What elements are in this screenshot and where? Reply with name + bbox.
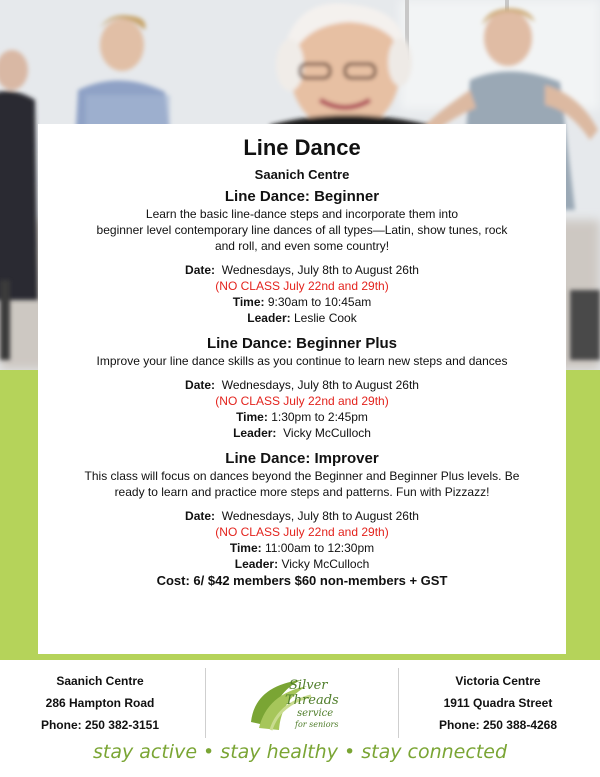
logo-text-line: Threads <box>285 693 339 708</box>
description-line: and roll, and even some country! <box>214 239 390 253</box>
time-value: 1:30pm to 2:45pm <box>271 410 368 424</box>
section-title: Line Dance: Beginner Plus <box>206 335 398 352</box>
date-value: Wednesdays, July 8th to August 26th <box>221 263 419 277</box>
location-phone: Phone: 250 388-4268 <box>438 718 558 732</box>
leader-label: Leader: <box>234 557 279 571</box>
leader-label: Leader: <box>247 311 291 325</box>
flyer-title: Line Dance <box>243 135 361 160</box>
footer <box>0 660 600 777</box>
section-description <box>38 468 566 500</box>
leader-line <box>38 556 566 572</box>
time-label: Time: <box>232 295 265 309</box>
description-line: This class will focus on dances beyond the Beginner and Beginner Plus levels. Be <box>84 469 520 483</box>
class-section-beginner <box>38 187 566 326</box>
class-section-beginner-plus <box>38 334 566 441</box>
flyer-panel <box>38 124 566 654</box>
saanich-centre-contact <box>0 670 200 736</box>
location-address: 1911 Quadra Street <box>443 696 553 710</box>
description-line: Improve your line dance skills as you continue to learn new steps and dances <box>96 354 508 368</box>
date-line <box>38 508 566 524</box>
logo-text-line: service <box>297 708 334 719</box>
date-label: Date: <box>185 509 216 523</box>
date-label: Date: <box>185 263 216 277</box>
description-line: beginner level contemporary line dances of all types—Latin, show tunes, rock <box>96 223 508 237</box>
leader-value: Vicky McCulloch <box>281 557 370 571</box>
section-title: Line Dance: Beginner <box>224 188 380 205</box>
location-phone: Phone: 250 382-3151 <box>40 718 160 732</box>
silver-threads-logo <box>245 672 357 734</box>
victoria-centre-contact <box>398 670 598 736</box>
no-class-note: (NO CLASS July 22nd and 29th) <box>215 525 389 539</box>
leader-line <box>38 310 566 326</box>
logo-text-line: for seniors <box>295 720 339 729</box>
time-value: 9:30am to 10:45am <box>267 295 372 309</box>
leader-value: Vicky McCulloch <box>283 426 371 440</box>
date-value: Wednesdays, July 8th to August 26th <box>221 378 419 392</box>
logo-text-line: Silver <box>289 678 328 693</box>
section-description <box>38 353 566 369</box>
location-address: 286 Hampton Road <box>45 696 155 710</box>
divider <box>205 668 206 738</box>
date-line <box>38 377 566 393</box>
location-name: Victoria Centre <box>455 674 541 688</box>
slogan: stay active • stay healthy • stay connected <box>92 741 508 763</box>
description-line: ready to learn and practice more steps and patterns. Fun with Pizzazz! <box>114 485 490 499</box>
time-line <box>38 540 566 556</box>
leader-line <box>38 425 566 441</box>
logo-swoosh-icon <box>245 672 357 734</box>
date-value: Wednesdays, July 8th to August 26th <box>221 509 419 523</box>
leader-value: Leslie Cook <box>294 311 357 325</box>
time-value: 11:00am to 12:30pm <box>264 541 375 555</box>
location-name: Saanich Centre <box>56 674 144 688</box>
centre-name: Saanich Centre <box>254 167 350 182</box>
cost-line: Cost: 6/ $42 members $60 non-members + GST <box>156 573 448 588</box>
description-line: Learn the basic line-dance steps and incorporate them into <box>145 207 459 221</box>
class-section-improver <box>38 449 566 572</box>
time-line <box>38 409 566 425</box>
leader-label: Leader: <box>233 426 277 440</box>
no-class-note: (NO CLASS July 22nd and 29th) <box>215 279 389 293</box>
time-label: Time: <box>229 541 262 555</box>
section-description <box>38 206 566 254</box>
date-line <box>38 262 566 278</box>
time-label: Time: <box>236 410 268 424</box>
no-class-note: (NO CLASS July 22nd and 29th) <box>215 394 389 408</box>
section-title: Line Dance: Improver <box>225 450 379 467</box>
time-line <box>38 294 566 310</box>
date-label: Date: <box>185 378 216 392</box>
